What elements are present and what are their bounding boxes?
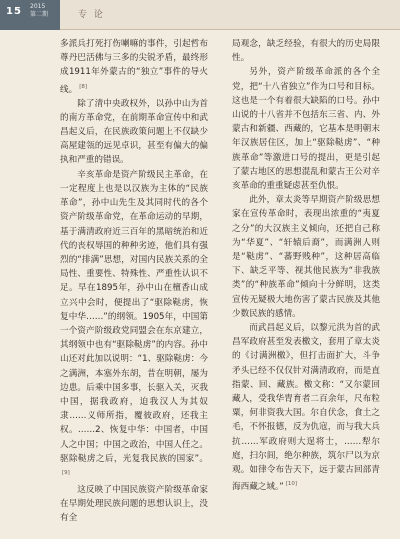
right-column [232, 37, 380, 494]
section-label: 专 论 [78, 10, 105, 20]
paragraph: 这反映了中国民族资产阶级革命家在早期处理民族问题的思想认识上，没有全 [60, 485, 208, 524]
paragraph: 此外，章太炎等早期资产阶级思想家在宣传革命时，表现出浓重的“夷夏之分”的大汉族主义倾向，还把自己称为“华夏”、“轩辕后裔”，而满洲人则是“鞑虏”、“蕃野贱种”，这种居高临下、缺乏平等、视其他民族为“非我族类”的“种族革命”倾向十分鲜明，这类宣传无疑极大地伤害了蒙古民族及其他少数民族的感情。 [232, 195, 380, 319]
paragraph: 局观念，缺乏经验，有很大的历史局限性。 [232, 39, 380, 64]
paragraph: 辛亥革命是资产阶级民主革命，在一定程度上也是以汉族为主体的“民族革命”，孙中山先生及其同时代的各个资产阶级革命党，在革命运动的早期，基于满清政府近三百年的黑暗统治和近代的丧权辱国的种种劣迹，他们具有强烈的“排满”思想，对国内民族关系的全局性、重要性、特殊性、严重性认识不足。早在1895年，孙中山在檀香山成立兴中会时，便提出了“驱除鞑虏，恢复中华……”的纲领。1905年，中国第一个资产阶级政党同盟会在东京建立，其纲领中也有“驱除鞑虏”的内容。孙中山还对此加以说明：“1、驱除鞑虏：今之满洲，本塞外东胡，昔在明朝，屡为边患。后乘中国多事，长驱入关，灭我中国，据我政府，迫我汉人为其奴隶……义师所指，覆彼政府，还我主权。……2、恢复中华：中国者，中国人之中国；中国之政治，中国人任之。驱除鞑虏之后，光复我民族的国家”。[9] [60, 169, 208, 476]
paragraph: 多派兵打死打伤喇嘛的事件，引起哲布尊丹巴活佛与三多的尖锐矛盾，最终形成1911年外蒙古的“独立”事件的导火线。 [8] [60, 39, 208, 95]
header-rule [60, 29, 400, 30]
issue-badge [0, 0, 60, 30]
paragraph: 另外，资产阶级革命派的各个全党，把“十八省独立”作为口号和目标。这也是一个有着很大缺陷的口号。孙中山说的十八省并不包括东三省、内、外蒙古和新疆、西藏的，它基本是明朝末年汉族居住区，加上“驱除鞑虏”、“种族革命”等激进口号的提出，更是引起了蒙古地区的思想混乱和蒙古王公对辛亥革命的重重疑虑甚至仇恨。 [232, 67, 380, 192]
footnote-marker[interactable]: [10] [285, 481, 298, 488]
paragraph: 而武昌起义后，以黎元洪为首的武昌军政府甚至发表檄文，套用了章太炎的《讨满洲檄》，但打击面扩大，斗争矛头已经不仅仅针对满清政府，而是直指蒙、回、藏族。檄文称：“又尔蒙回藏人，受我华胄育者二百余年，尺布粒粟，何非资我大国。尔自伏念，食土之毛，不怀报德，反为仇寇，而与我大兵抗……军政府则大逞将士，……犁尔庭，扫尔闾，绝尔种族，筑尔尸以为京观。如律令布告天下，远于蒙古回部青海西藏之域。” [10] [232, 323, 380, 493]
paragraph: 除了清中央政权外，以孙中山为首的南方革命党，在前期革命宣传中和武昌起义后，在民族政策问题上不仅缺少高屋建瓴的远见卓识，甚至有偏大的偏执和严重的错误。 [60, 98, 208, 166]
issue-number: 15 [6, 6, 22, 17]
left-column [60, 37, 208, 526]
footnote-marker[interactable]: [8] [79, 83, 87, 90]
footnote-marker[interactable]: [9] [62, 469, 70, 476]
page-header [0, 0, 400, 30]
issue-subtitle: 2015 第二期 [30, 3, 49, 18]
